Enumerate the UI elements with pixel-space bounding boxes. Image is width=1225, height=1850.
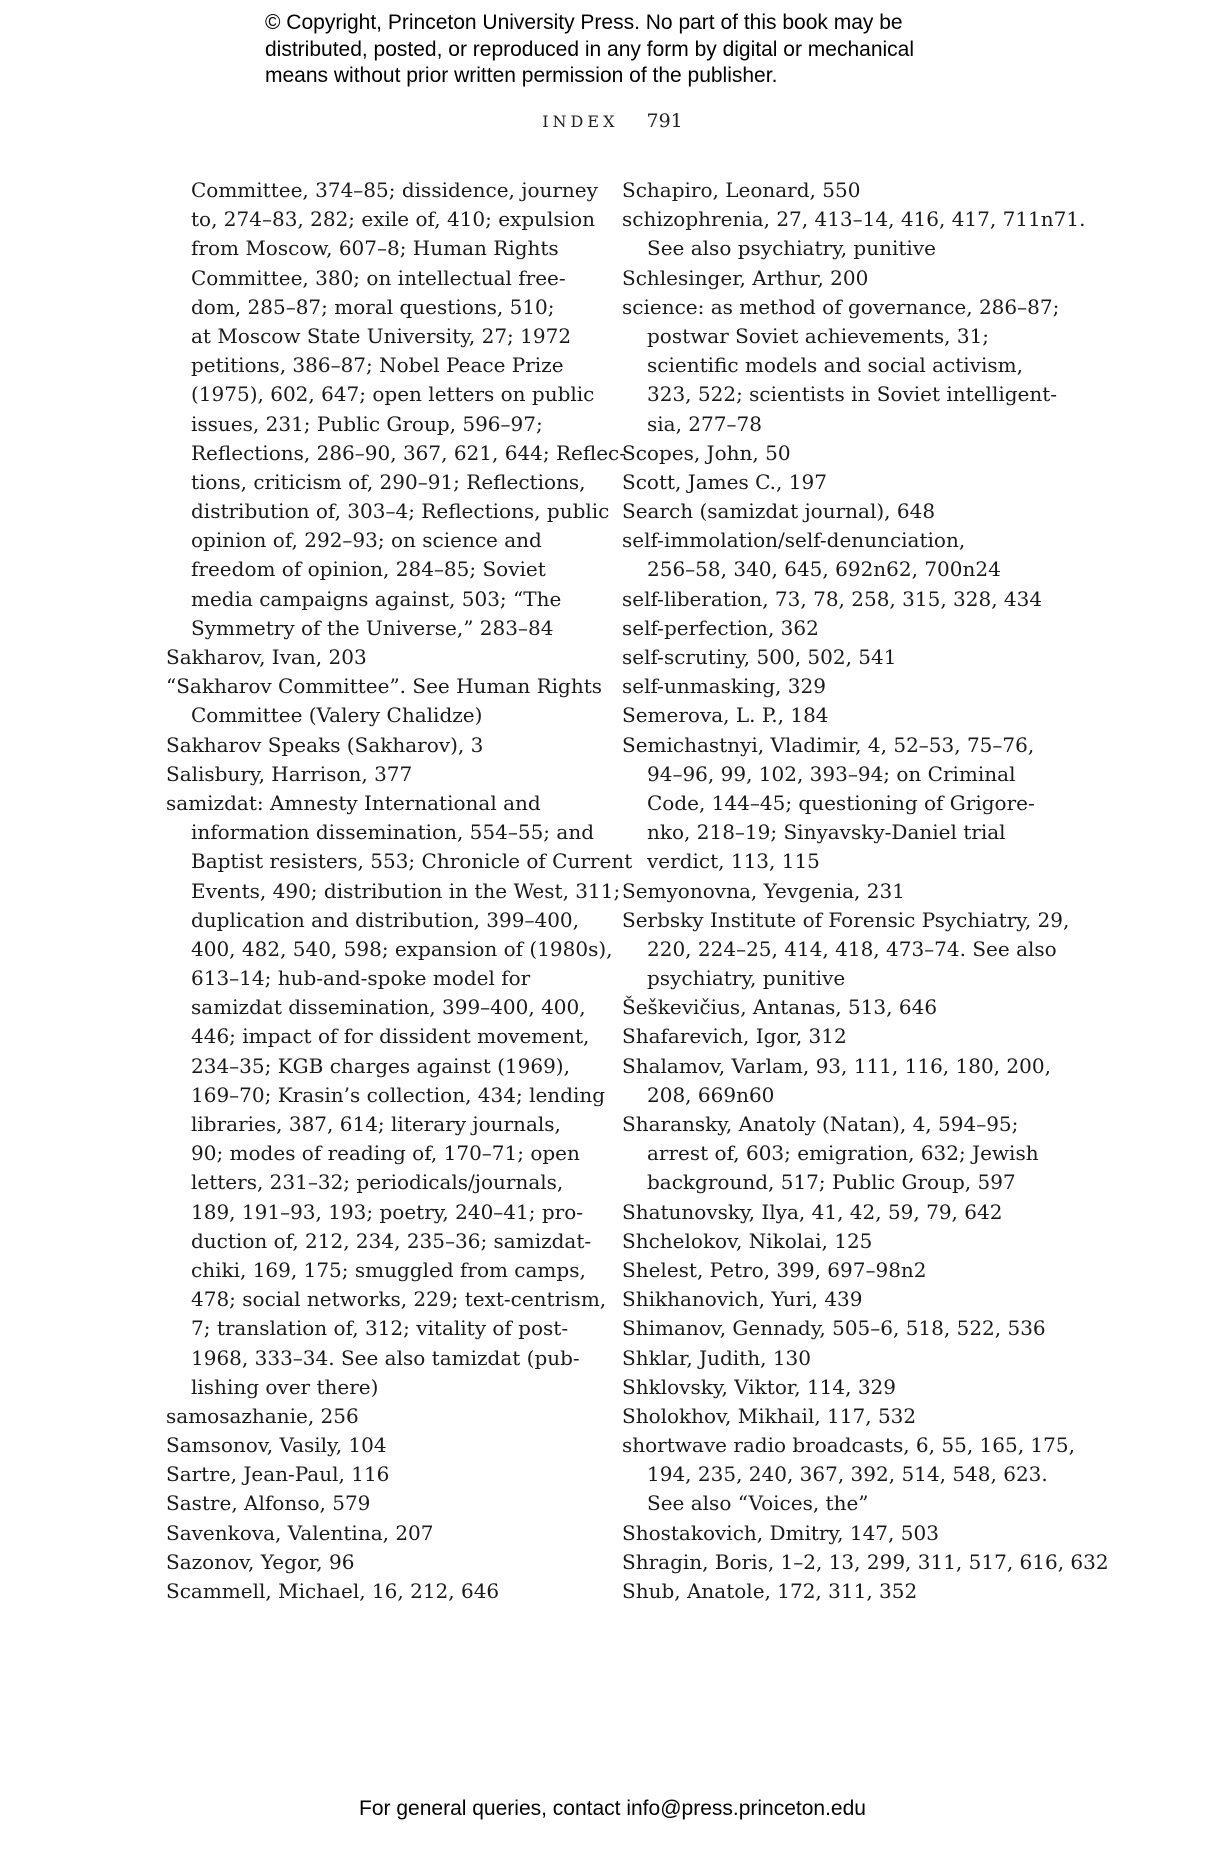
index-entry-line: Semyonovna, Yevgenia, 231 [622, 878, 905, 903]
index-entry-line: self-unmasking, 329 [622, 674, 826, 699]
index-entry-line: self-scrutiny, 500, 502, 541 [622, 645, 897, 669]
index-entry-line: Sartre, Jean-Paul, 116 [166, 1462, 390, 1487]
index-entry-line: Shikhanovich, Yuri, 439 [622, 1287, 863, 1312]
index-entry-line: Serbsky Institute of Forensic Psychiatry, 29, [622, 907, 1070, 932]
index-entry-line: Shalamov, Varlam, 93, 111, 116, 180, 200, [622, 1053, 1051, 1078]
index-subentry-line: Committee, 380; on intellectual free- [191, 265, 566, 290]
index-subentry-line: samizdat dissemination, 399–400, 400, [191, 995, 586, 1020]
index-subentry-line: 7; translation of, 312; vitality of post- [191, 1316, 569, 1341]
copyright-notice [265, 10, 1025, 90]
index-entry-line: “Sakharov Committee”. See Human Rights [166, 674, 603, 699]
index-entry-line: samosazhanie, 256 [166, 1403, 359, 1428]
index-entry-line: self-immolation/self-denunciation, [622, 528, 966, 553]
index-entry-line: Shklovsky, Viktor, 114, 329 [622, 1374, 897, 1399]
index-subentry-line: nko, 218–19; Sinyavsky-Daniel trial [647, 820, 1006, 845]
index-entry-line: Sakharov, Ivan, 203 [166, 645, 367, 669]
index-subentry-line: letters, 231–32; periodicals/journals, [191, 1170, 564, 1195]
index-subentry-line: to, 274–83, 282; exile of, 410; expulsion [191, 207, 595, 232]
copyright-line: means without prior written permission of the publisher. [265, 64, 778, 87]
index-subentry-line: See also psychiatry, punitive [647, 236, 936, 261]
index-subentry-line: Baptist resisters, 553; Chronicle of Current [191, 849, 633, 874]
index-subentry-line: scientific models and social activism, [647, 353, 1023, 378]
index-subentry-line: 1968, 333–34. See also tamizdat (pub- [191, 1345, 580, 1370]
index-entry-line: Shimanov, Gennady, 505–6, 518, 522, 536 [622, 1316, 1046, 1341]
index-subentry-line: 189, 191–93, 193; poetry, 240–41; pro- [191, 1199, 584, 1224]
index-entry-line: self-perfection, 362 [622, 615, 819, 640]
index-subentry-line: (1975), 602, 647; open letters on public [191, 382, 595, 407]
index-subentry-line: petitions, 386–87; Nobel Peace Prize [191, 353, 564, 378]
index-entry-line: Shostakovich, Dmitry, 147, 503 [622, 1520, 939, 1545]
index-entry-line: Shragin, Boris, 1–2, 13, 299, 311, 517, 616, 632 [622, 1549, 1109, 1574]
index-entry-line: self-liberation, 73, 78, 258, 315, 328, 434 [622, 586, 1043, 611]
index-subentry-line: 208, 669n60 [647, 1082, 775, 1107]
index-subentry-line: 90; modes of reading of, 170–71; open [191, 1141, 580, 1166]
index-entry-line: Semerova, L. P., 184 [622, 703, 829, 728]
index-entry-line: Savenkova, Valentina, 207 [166, 1520, 434, 1545]
index-column-right [622, 176, 1109, 1606]
index-subentry-line: psychiatry, punitive [647, 966, 846, 991]
index-subentry-line: Reflections, 286–90, 367, 621, 644; Reflec- [191, 440, 627, 465]
index-subentry-line: 194, 235, 240, 367, 392, 514, 548, 623. [647, 1462, 1048, 1487]
index-subentry-line: Symmetry of the Universe,” 283–84 [191, 615, 554, 640]
index-entry-line: Šeškevičius, Antanas, 513, 646 [622, 995, 938, 1020]
index-subentry-line: 169–70; Krasin’s collection, 434; lending [191, 1082, 606, 1107]
index-subentry-line: 256–58, 340, 645, 692n62, 700n24 [647, 557, 1001, 582]
index-subentry-line: information dissemination, 554–55; and [191, 820, 595, 845]
index-subentry-line: Code, 144–45; questioning of Grigore- [647, 790, 1035, 815]
index-entry-line: shortwave radio broadcasts, 6, 55, 165, 175, [622, 1433, 1075, 1458]
copyright-line: distributed, posted, or reproduced in any form by digital or mechanical [265, 37, 915, 61]
index-entry-line: Sastre, Alfonso, 579 [166, 1491, 371, 1516]
index-subentry-line: sia, 277–78 [647, 411, 762, 436]
index-subentry-line: arrest of, 603; emigration, 632; Jewish [647, 1141, 1039, 1166]
index-subentry-line: 446; impact of for dissident movement, [191, 1024, 590, 1049]
index-subentry-line: from Moscow, 607–8; Human Rights [191, 236, 559, 261]
index-entry-line: Sholokhov, Mikhail, 117, 532 [622, 1403, 917, 1428]
index-entry-line: Shklar, Judith, 130 [622, 1345, 812, 1370]
index-entry-line: samizdat: Amnesty International and [166, 790, 541, 815]
index-entry-line: Shelest, Petro, 399, 697–98n2 [622, 1257, 927, 1282]
index-subentry-line: tions, criticism of, 290–91; Reflections, [191, 469, 586, 494]
index-entry-line: Sakharov Speaks (Sakharov), 3 [166, 732, 484, 757]
index-entry-line: Semichastnyi, Vladimir, 4, 52–53, 75–76, [622, 732, 1035, 757]
index-subentry-line: 323, 522; scientists in Soviet intelligent- [647, 382, 1058, 407]
index-entry-line: Shatunovsky, Ilya, 41, 42, 59, 79, 642 [622, 1199, 1003, 1224]
index-subentry-line: media campaigns against, 503; “The [191, 586, 562, 611]
index-subentry-line: verdict, 113, 115 [647, 849, 820, 874]
index-subentry-line: duction of, 212, 234, 235–36; samizdat- [191, 1228, 592, 1253]
index-entry-line: schizophrenia, 27, 413–14, 416, 417, 711n71. [622, 207, 1086, 232]
index-subentry-line: issues, 231; Public Group, 596–97; [191, 411, 543, 436]
running-head [0, 110, 1225, 132]
index-subentry-line: dom, 285–87; moral questions, 510; [191, 294, 555, 319]
index-entry-line: science: as method of governance, 286–87; [622, 294, 1060, 319]
index-subentry-line: background, 517; Public Group, 597 [647, 1170, 1016, 1195]
index-entry-line: Shub, Anatole, 172, 311, 352 [622, 1579, 918, 1603]
index-subentry-line: freedom of opinion, 284–85; Soviet [191, 557, 546, 582]
index-entry-line: Sharansky, Anatoly (Natan), 4, 594–95; [622, 1112, 1019, 1136]
index-entry-line: Schapiro, Leonard, 550 [622, 178, 861, 202]
index-subentry-line: 478; social networks, 229; text-centrism, [191, 1287, 607, 1312]
index-entry-line: Shchelokov, Nikolai, 125 [622, 1228, 873, 1253]
index-subentry-line: libraries, 387, 614; literary journals, [191, 1112, 561, 1136]
running-head-label: INDEX [542, 112, 619, 131]
index-subentry-line: 220, 224–25, 414, 418, 473–74. See also [647, 936, 1057, 961]
index-subentry-line: postwar Soviet achievements, 31; [647, 323, 990, 348]
index-subentry-line: lishing over there) [191, 1374, 379, 1399]
index-subentry-line: duplication and distribution, 399–400, [191, 907, 579, 932]
index-entry-line: Sazonov, Yegor, 96 [166, 1549, 355, 1574]
index-entry-line: Scott, James C., 197 [622, 469, 827, 494]
index-subentry-line: opinion of, 292–93; on science and [191, 528, 542, 553]
index-column-left [166, 176, 633, 1606]
index-entry-line: Scammell, Michael, 16, 212, 646 [166, 1579, 500, 1603]
index-entry-line: Samsonov, Vasily, 104 [166, 1433, 387, 1458]
index-subentry-line: 400, 482, 540, 598; expansion of (1980s), [191, 936, 613, 961]
index-subentry-line: 613–14; hub-and-spoke model for [191, 966, 531, 991]
index-subentry-line: See also “Voices, the” [647, 1491, 869, 1516]
index-subentry-line: Events, 490; distribution in the West, 311; [191, 878, 621, 903]
index-subentry-line: Committee, 374–85; dissidence, journey [191, 178, 598, 202]
index-entry-line: Salisbury, Harrison, 377 [166, 761, 413, 786]
index-entry-line: Shafarevich, Igor, 312 [622, 1024, 847, 1049]
copyright-line: © Copyright, Princeton University Press. No part of this book may be [265, 11, 903, 34]
index-subentry-line: 234–35; KGB charges against (1969), [191, 1053, 570, 1078]
index-subentry-line: at Moscow State University, 27; 1972 [191, 323, 572, 348]
footer-contact: For general queries, contact info@press.princeton.edu [359, 1797, 866, 1820]
index-subentry-line: 94–96, 99, 102, 393–94; on Criminal [647, 761, 1016, 786]
index-subentry-line: chiki, 169, 175; smuggled from camps, [191, 1257, 586, 1282]
page-number: 791 [646, 110, 683, 132]
index-entry-line: Scopes, John, 50 [622, 440, 791, 465]
index-entry-line: Search (samizdat journal), 648 [622, 499, 936, 524]
index-entry-line: Schlesinger, Arthur, 200 [622, 265, 869, 290]
index-subentry-line: distribution of, 303–4; Reflections, public [191, 499, 610, 524]
index-subentry-line: Committee (Valery Chalidze) [191, 703, 483, 728]
